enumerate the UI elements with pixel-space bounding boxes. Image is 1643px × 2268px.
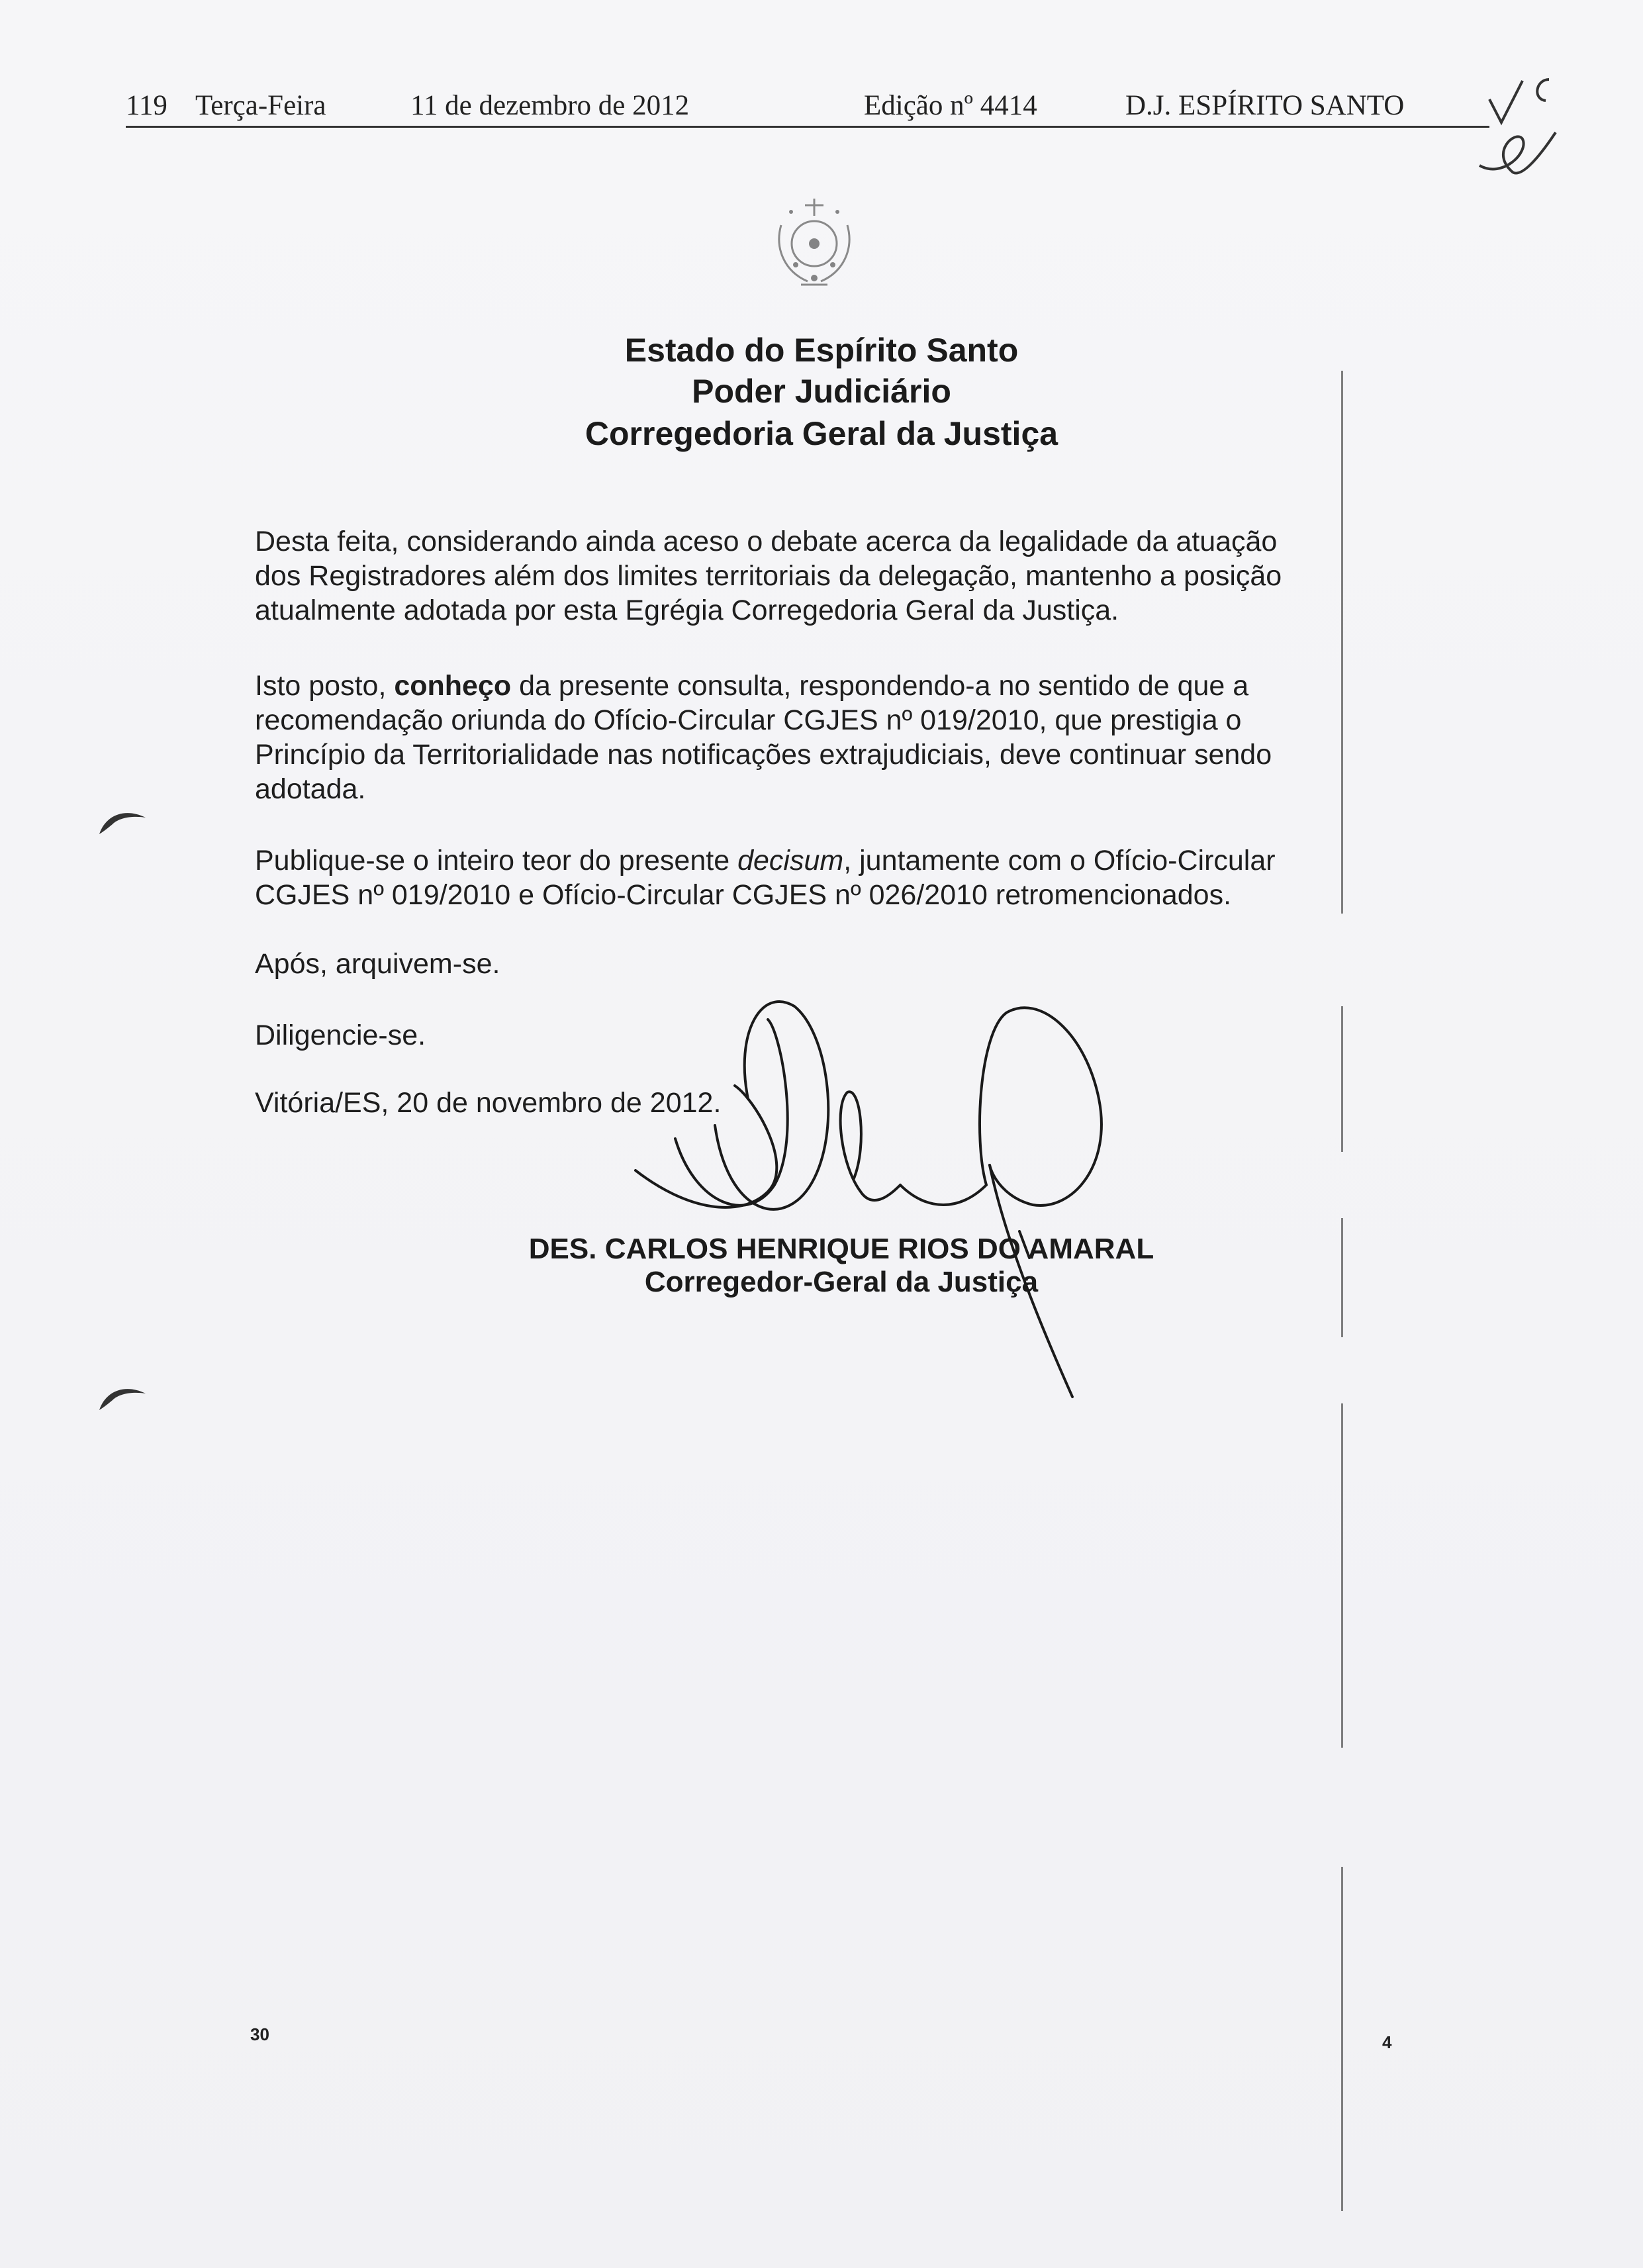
- paragraph-line: dos Registradores além dos limites territoriais da delegação, mantenho a posição: [255, 560, 1282, 592]
- masthead-office: Corregedoria Geral da Justiça: [585, 415, 1058, 452]
- folio-number-right: 4: [1382, 2032, 1392, 2052]
- text-fragment: Publique-se o inteiro teor do presente: [255, 845, 738, 876]
- punch-hole-mark: [93, 1377, 152, 1417]
- italic-term: decisum: [737, 845, 844, 876]
- folio-number-left: 30: [250, 2024, 269, 2044]
- punch-hole-mark: [93, 801, 152, 841]
- header-page-number: 119: [126, 90, 167, 121]
- handwritten-initials-mark: [1476, 73, 1569, 185]
- header-edition: Edição nº 4414: [864, 90, 1037, 121]
- paragraph-line: [255, 843, 1410, 878]
- paragraph-decision: [255, 669, 1410, 806]
- paragraph-archive: Após, arquivem-se.: [255, 948, 500, 980]
- paragraph-diligence: Diligencie-se.: [255, 1019, 426, 1051]
- place-and-date: Vitória/ES, 20 de novembro de 2012.: [255, 1087, 722, 1119]
- bold-term: conheço: [394, 670, 512, 702]
- text-fragment: da presente consulta, respondendo-a no sentido de que a: [511, 670, 1249, 702]
- text-fragment: , juntamente com o Ofício-Circular: [843, 845, 1276, 876]
- header-weekday: Terça-Feira: [195, 90, 326, 121]
- paragraph-line: adotada.: [255, 773, 366, 805]
- paragraph-line: atualmente adotada por esta Egrégia Corregedoria Geral da Justiça.: [255, 594, 1119, 626]
- masthead-power: Poder Judiciário: [692, 373, 951, 410]
- paragraph-line: [255, 669, 1410, 703]
- paragraph-line: Desta feita, considerando ainda aceso o debate acerca da legalidade da atuação: [255, 526, 1278, 557]
- paragraph-line: CGJES nº 019/2010 e Ofício-Circular CGJES nº 026/2010 retromencionados.: [255, 879, 1232, 911]
- scan-margin-line: [1341, 1403, 1343, 1748]
- paragraph-considerations: [255, 524, 1410, 628]
- coat-of-arms-icon: [755, 185, 874, 305]
- paragraph-line: Princípio da Territorialidade nas notificações extrajudiciais, deve continuar sendo: [255, 739, 1272, 771]
- masthead-state: Estado do Espírito Santo: [624, 332, 1019, 369]
- scan-margin-line: [1341, 1006, 1343, 1152]
- scan-margin-line: [1341, 371, 1343, 914]
- text-fragment: Isto posto,: [255, 670, 395, 702]
- paragraph-publication: [255, 843, 1410, 912]
- scan-margin-line: [1341, 1867, 1343, 2211]
- scan-margin-line: [1341, 1218, 1343, 1337]
- header-journal: D.J. ESPÍRITO SANTO: [1125, 90, 1405, 121]
- signatory-name: DES. CARLOS HENRIQUE RIOS DO AMARAL: [528, 1233, 1154, 1265]
- header-date: 11 de dezembro de 2012: [410, 90, 690, 121]
- journal-header: [126, 86, 1489, 128]
- signatory-role: Corregedor-Geral da Justiça: [644, 1266, 1039, 1298]
- paragraph-line: recomendação oriunda do Ofício-Circular CGJES nº 019/2010, que prestigia o: [255, 704, 1242, 736]
